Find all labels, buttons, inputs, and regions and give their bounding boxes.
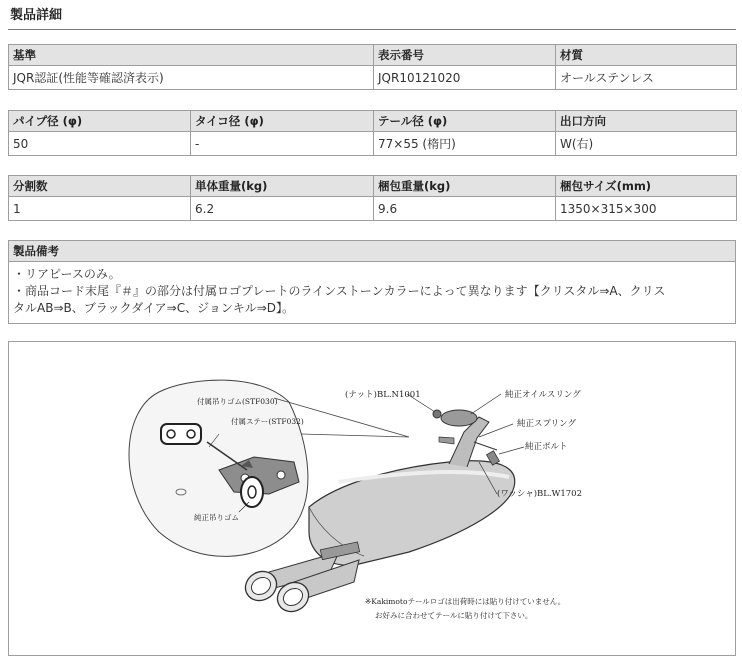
cell-material: オールステンレス <box>556 66 737 90</box>
spec-table-weight <box>8 175 737 221</box>
header-exit-direction: 出口方向 <box>556 111 737 132</box>
label-oem-hanger-rubber: 純正吊りゴム <box>194 513 239 522</box>
label-oem-bolt: 純正ボルト <box>525 442 568 452</box>
header-pieces: 分割数 <box>9 176 191 197</box>
cell-exit-direction: W(右) <box>556 132 737 156</box>
hanger-rubber-icon <box>161 424 201 444</box>
oem-hanger-rubber-icon <box>241 477 263 507</box>
label-included-hanger-rubber: 付属吊りゴム(STF030) <box>197 397 278 406</box>
cell-tail-diameter: 77×55 (楕円) <box>374 132 556 156</box>
note-line: ・商品コード末尾『＃』の部分は付属ロゴプレートのラインストーンカラーによって異なります【クリスタル⇒A、クリス <box>13 284 666 298</box>
table-header-row <box>9 111 737 132</box>
header-material: 材質 <box>556 45 737 66</box>
diagram-note-line2: お好みに合わせてテールに貼り付けて下さい。 <box>375 611 533 620</box>
header-pipe-diameter: パイプ径 (φ) <box>9 111 191 132</box>
cell-package-size: 1350×315×300 <box>556 197 737 221</box>
label-oem-spring: 純正スプリング <box>517 419 576 429</box>
cell-standard: JQR認証(性能等確認済表示) <box>9 66 374 90</box>
cell-unit-weight: 6.2 <box>191 197 374 221</box>
spec-table-standard <box>8 44 737 90</box>
note-line: ・リアピースのみ。 <box>13 267 121 281</box>
table-header-row <box>9 45 737 66</box>
cell-display-number: JQR10121020 <box>374 66 556 90</box>
header-standard: 基準 <box>9 45 374 66</box>
notes-body <box>9 262 735 323</box>
spec-table-dimensions <box>8 110 737 156</box>
header-muffler-diameter: タイコ径 (φ) <box>191 111 374 132</box>
header-package-weight: 梱包重量(kg) <box>374 176 556 197</box>
cell-pieces: 1 <box>9 197 191 221</box>
header-package-size: 梱包サイズ(mm) <box>556 176 737 197</box>
exhaust-illustration <box>9 342 735 655</box>
label-oem-oil-ring: 純正オイルスリング <box>505 390 581 400</box>
diagram-note-line1: ※Kakimotoテールロゴは出荷時には貼り付けていません。 <box>365 597 566 606</box>
installation-diagram <box>8 341 736 656</box>
note-line: タルAB⇒B、ブラックダイア⇒C、ジョンキル⇒D】。 <box>13 301 295 315</box>
product-notes <box>8 240 736 324</box>
cell-muffler-diameter: - <box>191 132 374 156</box>
tail-pipes <box>240 542 359 617</box>
cell-pipe-diameter: 50 <box>9 132 191 156</box>
page-title: 製品詳細 <box>8 6 736 30</box>
cell-package-weight: 9.6 <box>374 197 556 221</box>
table-row <box>9 197 737 221</box>
label-included-stay: 付属ステー(STF032) <box>231 417 304 426</box>
notes-title: 製品備考 <box>9 241 735 262</box>
table-row <box>9 132 737 156</box>
header-tail-diameter: テール径 (φ) <box>374 111 556 132</box>
inlet-pipe <box>433 410 499 467</box>
header-unit-weight: 単体重量(kg) <box>191 176 374 197</box>
label-nut: (ナット)BL.N1001 <box>345 390 421 400</box>
header-display-number: 表示番号 <box>374 45 556 66</box>
table-row <box>9 66 737 90</box>
table-header-row <box>9 176 737 197</box>
label-washer: (ワッシャ)BL.W1702 <box>497 489 582 499</box>
